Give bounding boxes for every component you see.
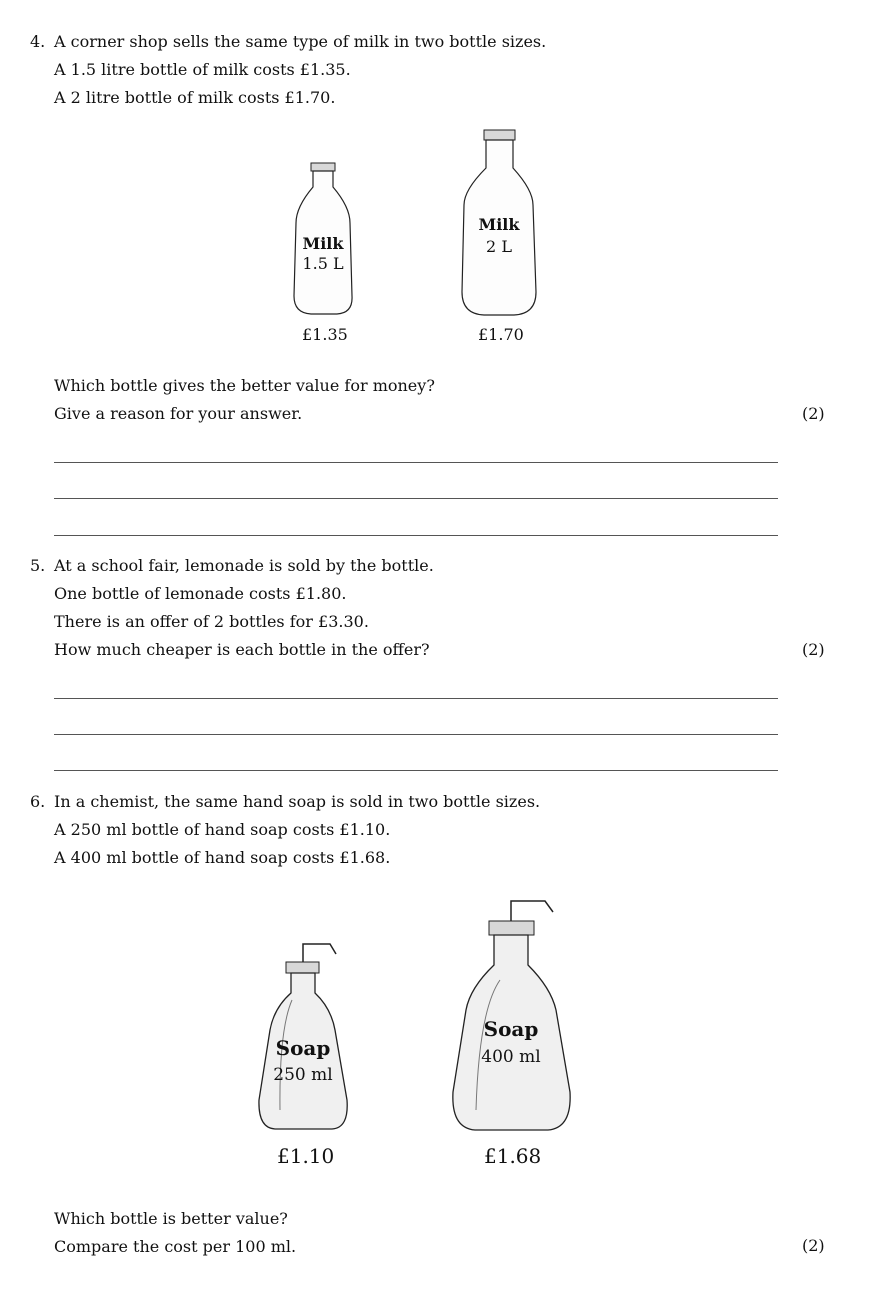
- soap-large-price: £1.68: [484, 1144, 542, 1168]
- soap-small-label: Soap: [275, 1036, 331, 1060]
- milk-large-price: £1.70: [478, 325, 524, 344]
- q6-stem: In a chemist, the same hand soap is sold in two bottle sizes.: [54, 792, 541, 811]
- q6-marks: (2): [802, 1236, 825, 1255]
- q5-line2: There is an offer of 2 bottles for £3.30.: [54, 612, 369, 631]
- q6-number: 6.: [30, 792, 46, 811]
- q5-line1: One bottle of lemonade costs £1.80.: [54, 584, 347, 603]
- q5-stem: At a school fair, lemonade is sold by the bottle.: [54, 556, 434, 575]
- milk-large-size: 2 L: [486, 237, 512, 256]
- q5-number: 5.: [30, 556, 46, 575]
- q5-question: How much cheaper is each bottle in the offer?: [54, 640, 430, 659]
- q6-line1: A 250 ml bottle of hand soap costs £1.10.: [54, 820, 391, 839]
- q4-line1: A 1.5 litre bottle of milk costs £1.35.: [54, 60, 351, 79]
- q4-stem: A corner shop sells the same type of milk in two bottle sizes.: [54, 32, 547, 51]
- q5-marks: (2): [802, 640, 825, 659]
- soap-small-size: 250 ml: [273, 1065, 333, 1085]
- q4-marks: (2): [802, 404, 825, 423]
- soap-large-label: Soap: [483, 1017, 539, 1041]
- milk-large-label: Milk: [478, 215, 520, 234]
- milk-small-price: £1.35: [302, 325, 348, 344]
- milk-small-label: Milk: [302, 234, 344, 253]
- q6-question: Which bottle is better value?: [54, 1209, 288, 1228]
- q4-question: Which bottle gives the better value for money?: [54, 376, 435, 395]
- milk-small-size: 1.5 L: [302, 254, 344, 273]
- soap-small-price: £1.10: [277, 1144, 335, 1168]
- q6-line2: A 400 ml bottle of hand soap costs £1.68.: [54, 848, 391, 867]
- soap-large-size: 400 ml: [481, 1047, 541, 1067]
- q6-instruction: Compare the cost per 100 ml.: [54, 1237, 297, 1256]
- q4-number: 4.: [30, 32, 46, 51]
- q4-line2: A 2 litre bottle of milk costs £1.70.: [54, 88, 336, 107]
- q4-instruction: Give a reason for your answer.: [54, 404, 303, 423]
